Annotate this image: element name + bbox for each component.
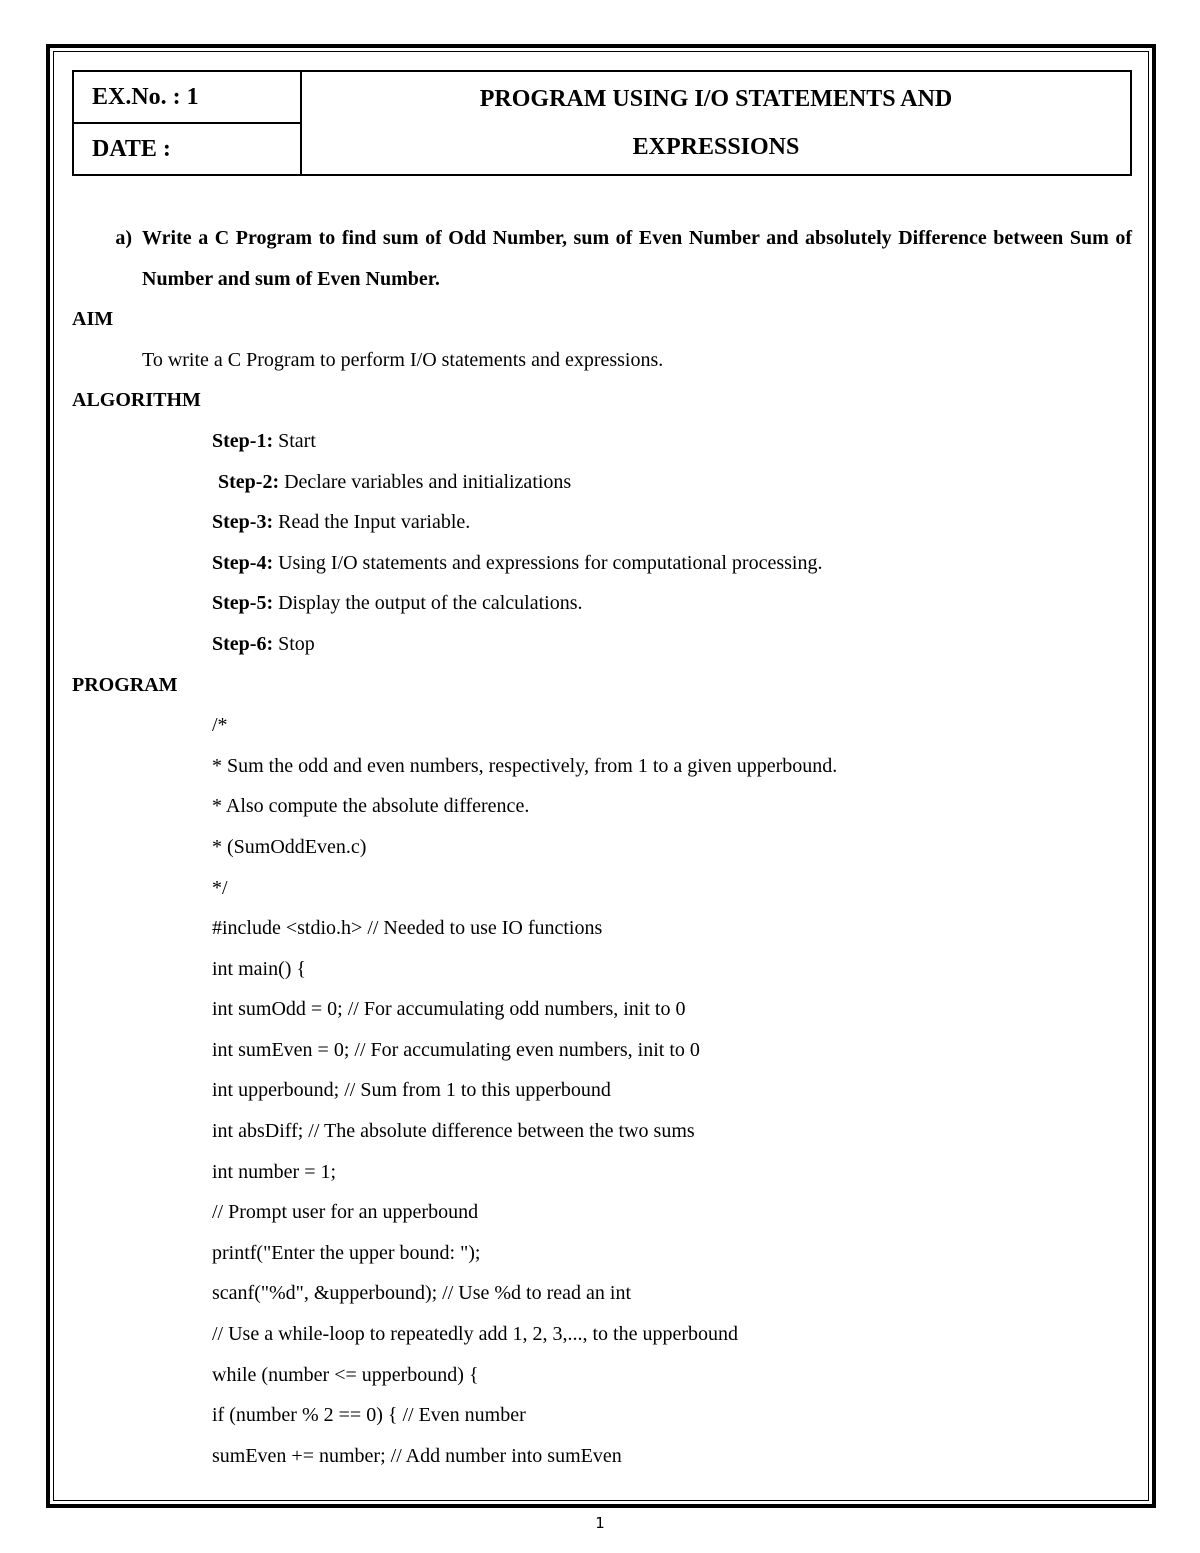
algorithm-step: Step-5: Display the output of the calculations.	[212, 592, 583, 615]
code-line: // Use a while-loop to repeatedly add 1, 2, 3,..., to the upperbound	[212, 1323, 738, 1346]
code-line: int sumOdd = 0; // For accumulating odd numbers, init to 0	[212, 998, 686, 1021]
title-line-1: PROGRAM USING I/O STATEMENTS AND	[479, 86, 953, 112]
algorithm-step: Step-4: Using I/O statements and expressions for computational processing.	[212, 551, 823, 574]
algorithm-step: Step-6: Stop	[212, 632, 315, 655]
code-line: // Prompt user for an upperbound	[212, 1201, 479, 1224]
document-title	[301, 71, 1131, 175]
code-line: #include <stdio.h> // Needed to use IO functions	[212, 917, 603, 940]
code-line: sumEven += number; // Add number into sumEven	[212, 1444, 622, 1467]
algorithm-step: Step-2: Declare variables and initializations	[218, 470, 572, 493]
algorithm-step: Step-3: Read the Input variable.	[212, 511, 471, 534]
exercise-number: EX.No. : 1	[73, 71, 301, 123]
aim-text: To write a C Program to perform I/O statements and expressions.	[142, 348, 664, 371]
question-text: Write a C Program to find sum of Odd Number, sum of Even Number and absolutely Difference between Sum of Number and sum of Even Number.	[142, 227, 1132, 290]
code-line: int sumEven = 0; // For accumulating even numbers, init to 0	[212, 1038, 700, 1061]
code-line: scanf("%d", &upperbound); // Use %d to read an int	[212, 1282, 631, 1305]
code-line: int upperbound; // Sum from 1 to this upperbound	[212, 1079, 611, 1102]
title-line-2: EXPRESSIONS	[632, 134, 800, 160]
code-line: */	[212, 876, 228, 899]
code-line: /*	[212, 714, 228, 737]
code-line: * Also compute the absolute difference.	[212, 795, 530, 818]
question	[72, 218, 1132, 299]
code-line: if (number % 2 == 0) { // Even number	[212, 1404, 526, 1427]
document-body	[72, 218, 1132, 1476]
aim-heading: AIM	[72, 308, 114, 331]
date-field: DATE :	[73, 123, 301, 175]
code-line: int main() {	[212, 957, 307, 980]
header-table	[72, 70, 1132, 176]
code-line: int absDiff; // The absolute difference between the two sums	[212, 1120, 695, 1143]
page-number: 1	[595, 1514, 605, 1532]
algorithm-heading: ALGORITHM	[72, 389, 201, 412]
question-label: a)	[115, 227, 132, 249]
code-line: * Sum the odd and even numbers, respectively, from 1 to a given upperbound.	[212, 754, 838, 777]
code-line: int number = 1;	[212, 1160, 337, 1183]
program-heading: PROGRAM	[72, 673, 178, 696]
code-line: printf("Enter the upper bound: ");	[212, 1241, 481, 1264]
code-line: * (SumOddEven.c)	[212, 835, 367, 858]
algorithm-step: Step-1: Start	[212, 429, 316, 452]
code-line: while (number <= upperbound) {	[212, 1363, 479, 1386]
